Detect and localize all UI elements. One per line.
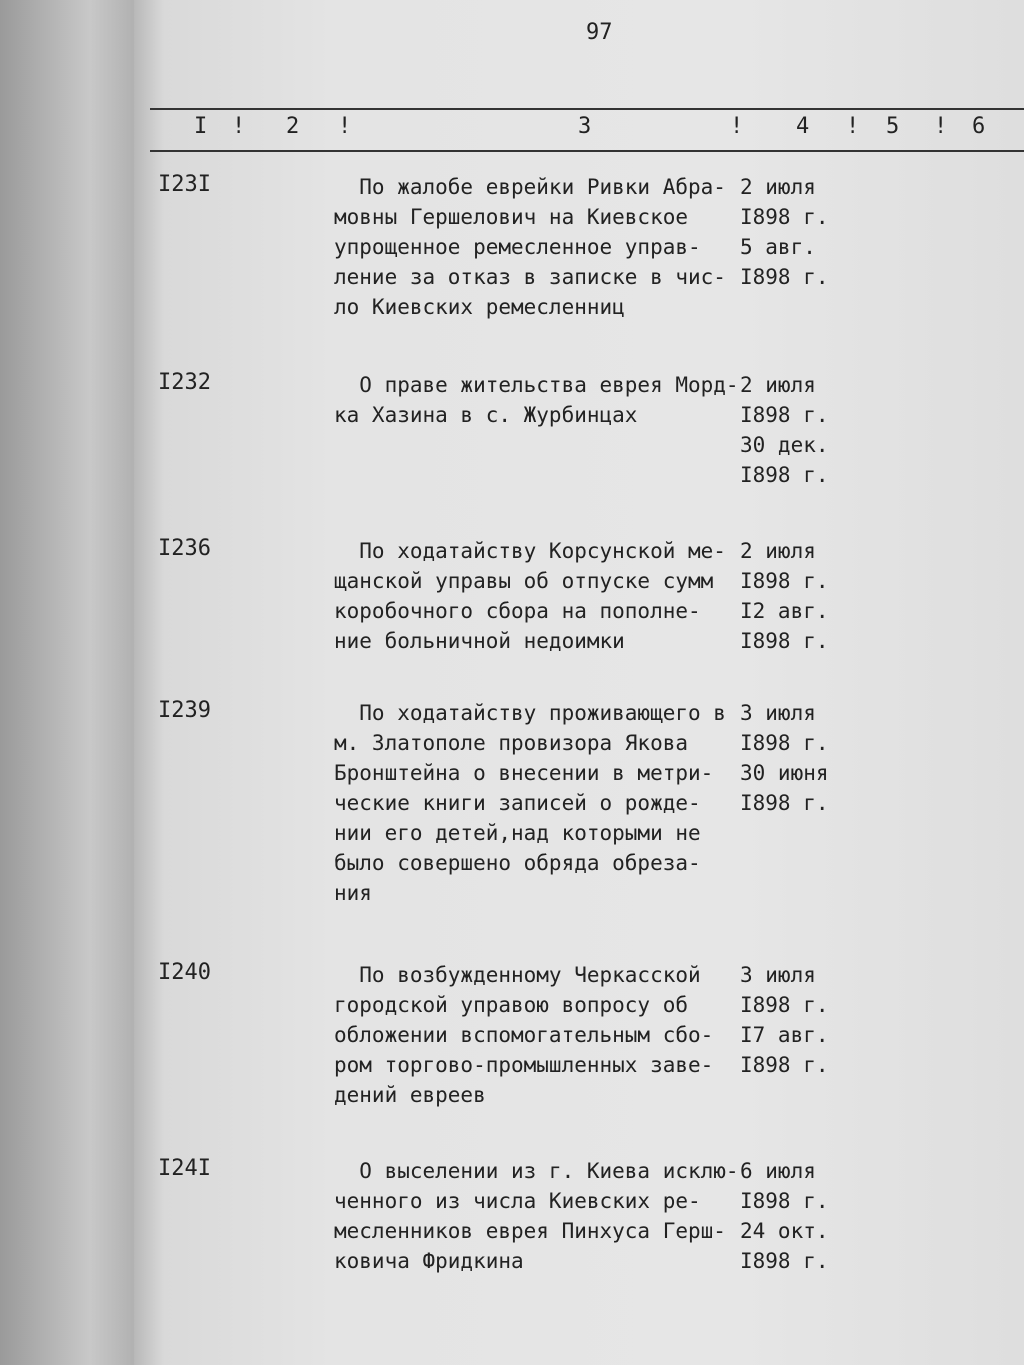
entry-description — [334, 370, 754, 430]
entry-number: I236 — [158, 536, 211, 561]
date-line: I898 г. — [740, 463, 829, 487]
entry-number: I232 — [158, 370, 211, 395]
description-line: упрощенное ремесленное управ- — [334, 235, 701, 259]
entry-dates — [740, 1156, 860, 1276]
date-line: I898 г. — [740, 205, 829, 229]
description-line: ние больничной недоимки — [334, 629, 625, 653]
date-line: I898 г. — [740, 1249, 829, 1273]
description-line: коробочного сбора на пополне- — [334, 599, 701, 623]
entry-dates — [740, 536, 860, 656]
date-line: 2 июля — [740, 539, 816, 563]
date-line: 2 июля — [740, 373, 816, 397]
date-line: 30 июня — [740, 761, 829, 785]
entry-number: I240 — [158, 960, 211, 985]
date-line: 6 июля — [740, 1159, 816, 1183]
document-page — [134, 0, 1024, 1365]
column-separator: ! — [232, 114, 246, 139]
column-separator: ! — [846, 114, 860, 139]
description-line: было совершено обряда обреза- — [334, 851, 701, 875]
description-line: По жалобе еврейки Ривки Абра- — [334, 175, 726, 199]
date-line: I898 г. — [740, 993, 829, 1017]
entry-description — [334, 172, 754, 322]
description-line: О праве жительства еврея Морд- — [334, 373, 739, 397]
description-line: м. Златополе провизора Якова — [334, 731, 689, 755]
column-header-5: 5 — [886, 114, 900, 139]
entry-description — [334, 698, 754, 908]
header-rule-top — [150, 108, 1024, 110]
entry-description — [334, 536, 754, 656]
description-line: ло Киевских ремесленниц — [334, 295, 625, 319]
column-header-3: 3 — [578, 114, 592, 139]
column-separator: ! — [934, 114, 948, 139]
description-line: дений евреев — [334, 1083, 486, 1107]
date-line: I898 г. — [740, 791, 829, 815]
description-line: нии его детей,над которыми не — [334, 821, 701, 845]
description-line: По ходатайству проживающего в — [334, 701, 726, 725]
date-line: 5 авг. — [740, 235, 816, 259]
date-line: I898 г. — [740, 1053, 829, 1077]
description-line: По возбужденному Черкасской — [334, 963, 701, 987]
description-line: ром торгово-промышленных заве- — [334, 1053, 714, 1077]
date-line: I898 г. — [740, 1189, 829, 1213]
description-line: ченного из числа Киевских ре- — [334, 1189, 701, 1213]
header-rule-bottom — [150, 150, 1024, 152]
entry-description — [334, 960, 754, 1110]
entry-dates — [740, 370, 860, 490]
date-line: I898 г. — [740, 629, 829, 653]
date-line: I898 г. — [740, 731, 829, 755]
date-line: 30 дек. — [740, 433, 829, 457]
description-line: городской управою вопросу об — [334, 993, 689, 1017]
column-header-2: 2 — [286, 114, 300, 139]
date-line: 3 июля — [740, 963, 816, 987]
description-line: мовны Гершелович на Киевское — [334, 205, 689, 229]
date-line: I2 авг. — [740, 599, 829, 623]
description-line: обложении вспомогательным сбо- — [334, 1023, 714, 1047]
entry-number: I24I — [158, 1156, 211, 1181]
description-line: По ходатайству Корсунской ме- — [334, 539, 726, 563]
column-header-4: 4 — [796, 114, 810, 139]
date-line: 3 июля — [740, 701, 816, 725]
page-number: 97 — [586, 20, 613, 45]
date-line: I898 г. — [740, 569, 829, 593]
column-header-1: I — [194, 114, 208, 139]
column-separator: ! — [730, 114, 744, 139]
entry-number: I23I — [158, 172, 211, 197]
entry-dates — [740, 172, 860, 292]
facing-page — [0, 0, 150, 1365]
entry-dates — [740, 698, 860, 818]
entry-dates — [740, 960, 860, 1080]
entry-description — [334, 1156, 754, 1276]
date-line: 24 окт. — [740, 1219, 829, 1243]
date-line: I898 г. — [740, 265, 829, 289]
description-line: Бронштейна о внесении в метри- — [334, 761, 714, 785]
description-line: ния — [334, 881, 372, 905]
date-line: I898 г. — [740, 403, 829, 427]
description-line: щанской управы об отпуске сумм — [334, 569, 714, 593]
description-line: ка Хазина в с. Журбинцах — [334, 403, 638, 427]
date-line: 2 июля — [740, 175, 816, 199]
entry-number: I239 — [158, 698, 211, 723]
column-header-6: 6 — [972, 114, 986, 139]
description-line: ческие книги записей о рожде- — [334, 791, 701, 815]
date-line: I7 авг. — [740, 1023, 829, 1047]
description-line: ление за отказ в записке в чис- — [334, 265, 726, 289]
column-separator: ! — [338, 114, 352, 139]
description-line: О выселении из г. Киева исклю- — [334, 1159, 739, 1183]
description-line: ковича Фридкина — [334, 1249, 524, 1273]
description-line: месленников еврея Пинхуса Герш- — [334, 1219, 726, 1243]
